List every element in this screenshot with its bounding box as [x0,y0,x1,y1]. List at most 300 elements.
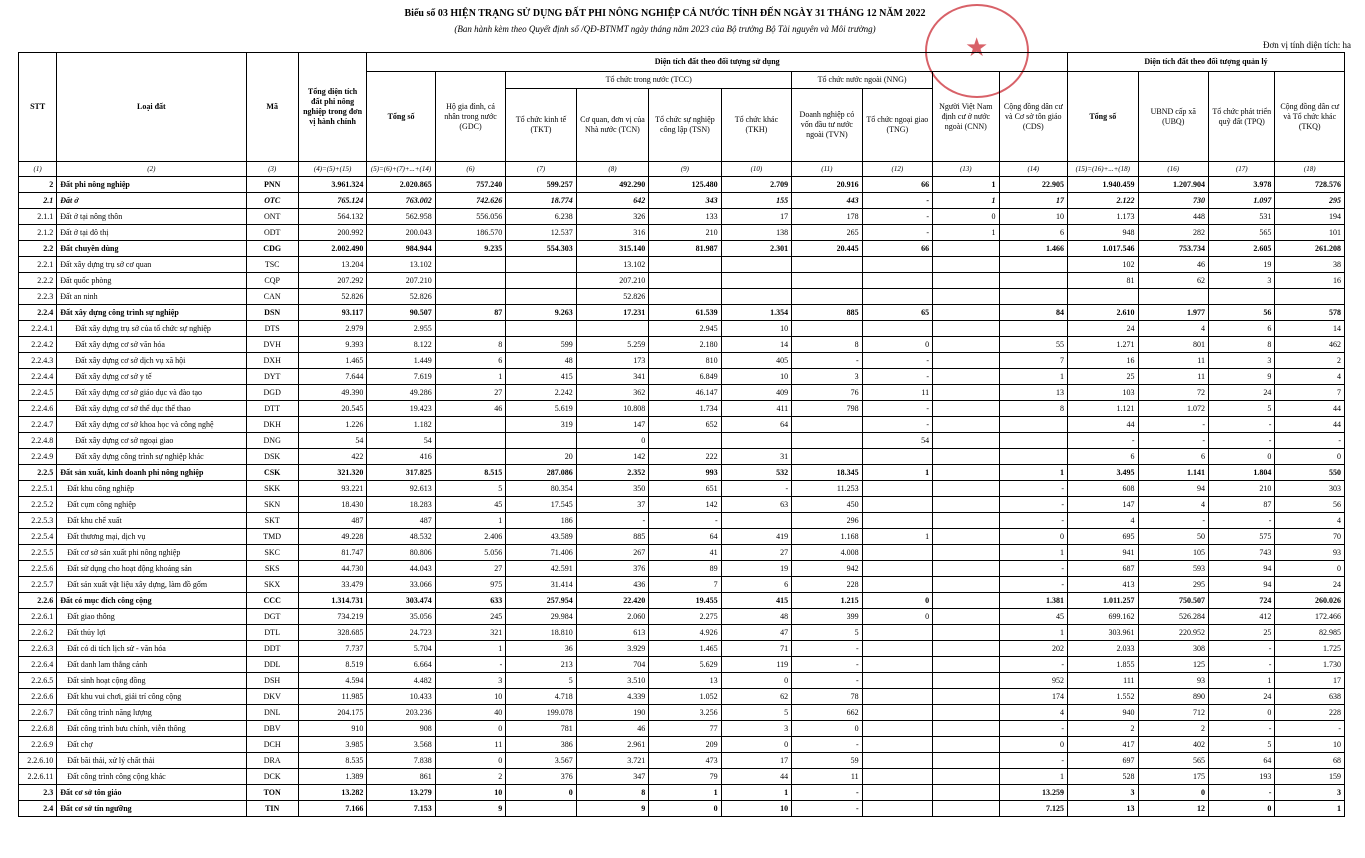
row-value: 81.987 [649,241,721,257]
row-value: 72 [1138,385,1208,401]
row-value: 81 [1068,273,1138,289]
row-value [933,801,999,817]
row-value: 111 [1068,673,1138,689]
row-value [862,481,932,497]
row-value: 54 [367,433,435,449]
row-value: 416 [367,449,435,465]
row-value [933,737,999,753]
row-value: 0 [862,337,932,353]
row-value: 993 [649,465,721,481]
table-row [19,385,1345,401]
row-value: 10.808 [576,401,648,417]
row-value [933,353,999,369]
row-value: 16 [1275,273,1345,289]
column-number: (9) [649,162,721,177]
row-value: 71 [721,641,791,657]
row-value: 317.825 [367,465,435,481]
row-value: 17 [999,193,1068,209]
row-value [435,321,505,337]
row-stt: 2.3 [19,785,57,801]
row-value [862,497,932,513]
row-value: 3 [1208,353,1274,369]
row-stt: 2.2.4.5 [19,385,57,401]
row-value [933,369,999,385]
column-number: (10) [721,162,791,177]
row-value: 1 [999,545,1068,561]
table-row [19,657,1345,673]
table-row [19,689,1345,705]
row-land-type: Đất ở [57,193,246,209]
row-value [933,785,999,801]
col-tvn: Doanh nghiệp có vốn đầu tư nước ngoài (TVN) [792,89,862,162]
row-code: DBV [246,721,298,737]
row-value [933,241,999,257]
row-value: 186.570 [435,225,505,241]
row-value: 1.052 [649,689,721,705]
row-value: 11.253 [792,481,862,497]
row-value: 3.567 [506,753,576,769]
row-value: 341 [576,369,648,385]
row-land-type: Đất cơ sở tôn giáo [57,785,246,801]
row-value: 65 [862,305,932,321]
row-value: 699.162 [1068,609,1138,625]
row-value: 0 [1138,785,1208,801]
row-code: DGD [246,385,298,401]
table-row [19,673,1345,689]
row-land-type: Đất sinh hoạt cộng đồng [57,673,246,689]
row-value: - [1208,785,1274,801]
row-land-type: Đất xây dựng cơ sở dịch vụ xã hội [57,353,246,369]
row-value: 147 [576,417,648,433]
column-number: (11) [792,162,862,177]
row-value: - [999,497,1068,513]
row-value [649,433,721,449]
row-value: 48 [506,353,576,369]
row-value: - [576,513,648,529]
row-value [999,449,1068,465]
row-value: 315.140 [576,241,648,257]
row-value: 2.945 [649,321,721,337]
row-value: 11 [862,385,932,401]
table-row [19,769,1345,785]
row-value: 90.507 [367,305,435,321]
row-value: 6 [1208,321,1274,337]
row-land-type: Đất chợ [57,737,246,753]
row-value: 44 [1275,417,1345,433]
row-land-type: Đất công trình năng lượng [57,705,246,721]
row-value: 207.210 [576,273,648,289]
row-value: 376 [576,561,648,577]
row-value: 4.594 [298,673,366,689]
row-value: 19.455 [649,593,721,609]
row-value: 575 [1208,529,1274,545]
row-value: 3.256 [649,705,721,721]
row-value: 347 [576,769,648,785]
row-value [933,561,999,577]
row-value: 532 [721,465,791,481]
row-value: 5 [721,705,791,721]
row-value: 17 [721,753,791,769]
row-value: 1 [999,465,1068,481]
row-value [721,289,791,305]
row-value [933,753,999,769]
row-value: 38 [1275,257,1345,273]
row-stt: 2.2.5.6 [19,561,57,577]
row-value: 565 [1138,753,1208,769]
row-code: DSK [246,449,298,465]
row-value: 1 [435,513,505,529]
row-value: 18.774 [506,193,576,209]
row-code: DSN [246,305,298,321]
row-value [933,497,999,513]
row-value: 204.175 [298,705,366,721]
row-code: SKX [246,577,298,593]
row-value: 3.568 [367,737,435,753]
row-value: 734.219 [298,609,366,625]
row-value: 0 [1208,801,1274,817]
row-value: 1.226 [298,417,366,433]
row-value: 220.952 [1138,625,1208,641]
row-value [933,385,999,401]
row-value: - [999,721,1068,737]
row-code: CCC [246,593,298,609]
row-value: 79 [649,769,721,785]
row-value: 4 [1138,321,1208,337]
row-value: 55 [999,337,1068,353]
row-value: 62 [1138,273,1208,289]
row-value: 412 [1208,609,1274,625]
row-value [999,289,1068,305]
row-value: 12.537 [506,225,576,241]
row-code: CDG [246,241,298,257]
row-value: 2.610 [1068,305,1138,321]
row-value: 1.141 [1138,465,1208,481]
row-value: 94 [1138,481,1208,497]
row-value: 44.043 [367,561,435,577]
row-value: 63 [721,497,791,513]
row-value: 942 [792,561,862,577]
row-value: 2.406 [435,529,505,545]
row-value: 261.208 [1275,241,1345,257]
column-number: (1) [19,162,57,177]
table-row [19,241,1345,257]
row-value: 159 [1275,769,1345,785]
row-value: 11 [792,769,862,785]
row-value: 1.465 [298,353,366,369]
col-group-su-dung: Diện tích đất theo đối tượng sử dụng [367,53,1068,72]
row-value: 3.961.324 [298,177,366,193]
row-value [506,321,576,337]
table-row [19,561,1345,577]
row-value: 2 [1068,721,1138,737]
row-value [792,449,862,465]
row-code: CQP [246,273,298,289]
row-code: ONT [246,209,298,225]
col-tkt: Tổ chức kinh tế (TKT) [506,89,576,162]
row-stt: 2.2.2 [19,273,57,289]
row-value: 13.279 [367,785,435,801]
row-value: 3 [435,673,505,689]
row-value: 5.259 [576,337,648,353]
row-value: 3.929 [576,641,648,657]
row-value: 1 [999,769,1068,785]
row-land-type: Đất xây dựng công trình sự nghiệp [57,305,246,321]
row-value: 93 [1138,673,1208,689]
row-value: 1 [435,369,505,385]
row-value: 13 [1068,801,1138,817]
col-cnn: Người Việt Nam định cư ở nước ngoài (CNN) [933,72,999,162]
row-value: 7.737 [298,641,366,657]
table-row [19,289,1345,305]
row-value: 724 [1208,593,1274,609]
table-row [19,305,1345,321]
col-tkh: Tổ chức khác (TKH) [721,89,791,162]
row-stt: 2.2.5.4 [19,529,57,545]
row-stt: 2.2.6.1 [19,609,57,625]
report-subtitle: (Ban hành kèm theo Quyết định số /QĐ-BTNMT ngày tháng năm 2023 của Bộ trưởng Bộ Tài nguyên và Môi trường) [454,24,876,34]
row-value: 10 [435,785,505,801]
row-value: 267 [576,545,648,561]
row-value: 1.097 [1208,193,1274,209]
row-stt: 2.2 [19,241,57,257]
row-value: 24 [1208,689,1274,705]
row-value: 17 [1275,673,1345,689]
row-value [721,273,791,289]
row-value: 172.466 [1275,609,1345,625]
table-row [19,193,1345,209]
row-value: 599.257 [506,177,576,193]
row-value [999,433,1068,449]
row-land-type: Đất có mục đích công cộng [57,593,246,609]
row-stt: 2.2.3 [19,289,57,305]
row-value: 651 [649,481,721,497]
row-value: 0 [1208,705,1274,721]
row-value: 5 [1208,401,1274,417]
row-code: DDT [246,641,298,657]
row-value [792,417,862,433]
row-value: 80.354 [506,481,576,497]
row-value: 1.449 [367,353,435,369]
row-stt: 2.2.6.11 [19,769,57,785]
row-value: 10.433 [367,689,435,705]
row-value: 202 [999,641,1068,657]
row-value: 1 [933,177,999,193]
column-number: (4)=(5)+(15) [298,162,366,177]
row-land-type: Đất an ninh [57,289,246,305]
table-row [19,497,1345,513]
row-value: 409 [721,385,791,401]
row-value [933,673,999,689]
row-value [1208,289,1274,305]
row-value: 27 [721,545,791,561]
row-value [862,753,932,769]
row-value: 78 [792,689,862,705]
row-value: 10 [721,801,791,817]
row-value: 24 [1068,321,1138,337]
row-stt: 2.2.4.6 [19,401,57,417]
row-value: 0 [1275,449,1345,465]
row-value [862,321,932,337]
row-value: - [792,641,862,657]
row-value [933,481,999,497]
row-value: 861 [367,769,435,785]
row-value: - [1068,433,1138,449]
row-value: 0 [435,721,505,737]
table-row [19,625,1345,641]
row-value: 633 [435,593,505,609]
row-value: 2.002.490 [298,241,366,257]
row-value: 37 [576,497,648,513]
row-value [792,289,862,305]
row-value: 7.153 [367,801,435,817]
row-value: 316 [576,225,648,241]
row-value: 0 [576,433,648,449]
row-stt: 2.2.5.2 [19,497,57,513]
row-value: 133 [649,209,721,225]
row-value: 2.709 [721,177,791,193]
row-value: 8.515 [435,465,505,481]
row-value: 0 [933,209,999,225]
row-value: 4 [999,705,1068,721]
row-value: 1.271 [1068,337,1138,353]
row-value: 16 [1068,353,1138,369]
row-value: 44 [721,769,791,785]
row-value: 0 [721,737,791,753]
row-value: 27 [435,385,505,401]
row-value: 52.826 [576,289,648,305]
row-value [862,577,932,593]
row-value: 781 [506,721,576,737]
row-value [933,529,999,545]
row-value: 87 [1208,497,1274,513]
row-value [649,289,721,305]
row-value: 48 [721,609,791,625]
row-code: DNL [246,705,298,721]
column-number: (12) [862,162,932,177]
row-code: ODT [246,225,298,241]
row-value: 3 [1068,785,1138,801]
row-code: CAN [246,289,298,305]
row-value: 984.944 [367,241,435,257]
column-number: (7) [506,162,576,177]
row-value: 101 [1275,225,1345,241]
row-value: 94 [1208,561,1274,577]
row-value: 1.977 [1138,305,1208,321]
row-value: - [862,417,932,433]
row-value: 415 [721,593,791,609]
row-value [506,289,576,305]
row-value: 84 [999,305,1068,321]
row-land-type: Đất thương mại, dịch vụ [57,529,246,545]
row-land-type: Đất ở tại nông thôn [57,209,246,225]
table-row [19,225,1345,241]
row-value: 0 [435,753,505,769]
row-value: - [999,481,1068,497]
row-value: 321 [435,625,505,641]
row-value: 64 [1208,753,1274,769]
row-value: 3.985 [298,737,366,753]
row-value: 49.390 [298,385,366,401]
row-value [435,417,505,433]
row-code: DKV [246,689,298,705]
row-value: 138 [721,225,791,241]
row-value: 487 [298,513,366,529]
row-value: 142 [576,449,648,465]
row-value: 265 [792,225,862,241]
row-value: 1 [999,369,1068,385]
row-value: 1.730 [1275,657,1345,673]
row-value: 343 [649,193,721,209]
row-value: 712 [1138,705,1208,721]
row-value: 194 [1275,209,1345,225]
row-value: 593 [1138,561,1208,577]
row-value [862,673,932,689]
row-value: 18.430 [298,497,366,513]
row-value [435,257,505,273]
row-value: 743 [1208,545,1274,561]
row-code: TIN [246,801,298,817]
row-value: 209 [649,737,721,753]
row-value: 890 [1138,689,1208,705]
row-value: - [862,193,932,209]
row-stt: 2.1 [19,193,57,209]
row-value: 2.060 [576,609,648,625]
row-value: 5.704 [367,641,435,657]
row-land-type: Đất khu chế xuất [57,513,246,529]
row-value: 10 [721,321,791,337]
row-value: 411 [721,401,791,417]
row-value: 704 [576,657,648,673]
row-value: 125.480 [649,177,721,193]
row-value [435,449,505,465]
table-row [19,593,1345,609]
row-value: 3 [721,721,791,737]
row-code: TON [246,785,298,801]
table-row [19,577,1345,593]
row-value: 753.734 [1138,241,1208,257]
row-value: 2.275 [649,609,721,625]
row-value [933,705,999,721]
row-code: DVH [246,337,298,353]
row-value [862,657,932,673]
row-value: 9 [435,801,505,817]
table-row [19,353,1345,369]
row-value: 1.940.459 [1068,177,1138,193]
col-tpq: Tổ chức phát triển quỹ đất (TPQ) [1208,72,1274,162]
row-value: 7 [649,577,721,593]
row-value: 13 [649,673,721,689]
row-value: 436 [576,577,648,593]
row-value: 3.510 [576,673,648,689]
row-value: 697 [1068,753,1138,769]
row-value: 8 [576,785,648,801]
row-value: 260.026 [1275,593,1345,609]
row-code: DSH [246,673,298,689]
row-value [1138,289,1208,305]
row-value: - [999,561,1068,577]
row-value: 652 [649,417,721,433]
row-land-type: Đất giao thông [57,609,246,625]
row-land-type: Đất cơ sở tín ngưỡng [57,801,246,817]
row-code: DRA [246,753,298,769]
row-value: 56 [1275,497,1345,513]
row-stt: 2.2.6.8 [19,721,57,737]
row-value: 742.626 [435,193,505,209]
row-value: 8 [792,337,862,353]
row-value: 49.286 [367,385,435,401]
row-value: 303 [1275,481,1345,497]
row-stt: 2.2.4.8 [19,433,57,449]
